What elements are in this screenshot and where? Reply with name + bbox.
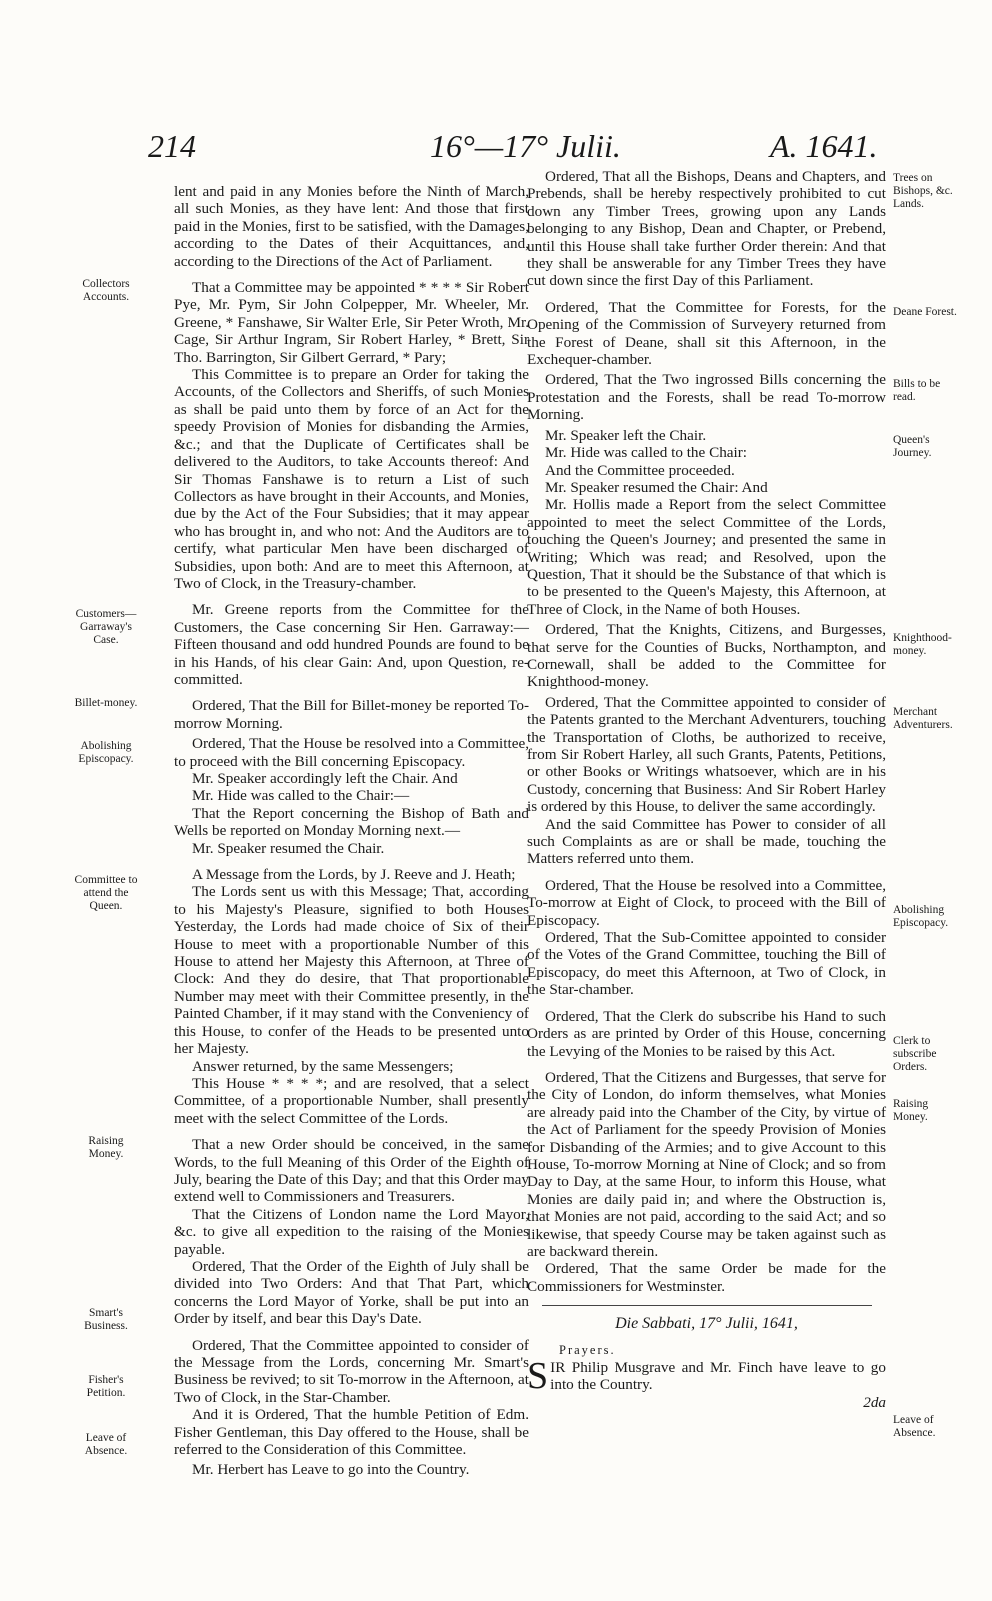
paragraph: This Committee is to prepare an Order for taking the Accounts, of the Collectors and Sheriffs, of such Monies as shall be paid unto them by force of an Act for the speedy Provision of Monies for disbanding the Armies, &c.; and that the Duplicate of Certificates shall be delivered to the Auditors, to take Accounts thereof: And Sir Thomas Fanshawe is to return a List of such Collectors as have brought in their Accounts, and Monies, due by the Act of the Four Subsidies; that it may appear who has brought in, and who not: And the Auditors are to certify, what particular Men have been discharged of Subsidies, upon both: And are to meet this Afternoon, at Two of Clock, in the Treasury-chamber. xyxy=(174,366,529,592)
margin-note-episcopacy-right: Abolishing Episcopacy. xyxy=(893,904,949,929)
margin-note-raising-money: Raising Money. xyxy=(88,1135,124,1160)
paragraph: Ordered, That the House be resolved into a Committee, to proceed with the Bill concerning Episcopacy. xyxy=(174,735,529,770)
paragraph: Ordered, That the Bill for Billet-money be reported To-morrow Morning. xyxy=(174,697,529,732)
margin-note-episcopacy: Abolishing Episcopacy. xyxy=(78,740,134,765)
paragraph: Mr. Greene reports from the Committee for the Customers, the Case concerning Sir Hen. Garraway:— Fifteen thousand and odd hundred Pounds are found to be in his Hands, of his clear Gain: And, upon Question, re-committed. xyxy=(174,601,529,688)
margin-note-raising-money-right: Raising Money. xyxy=(893,1098,929,1123)
leave-entry-text: IR Philip Musgrave and Mr. Finch have leave to go into the Country. xyxy=(550,1359,886,1394)
paragraph: That a new Order should be conceived, in the same Words, to the full Meaning of this Order of the Eighth of July, bearing the Date of this Day; and that this Order may extend well to Commissioners and Treasurers. xyxy=(174,1136,529,1206)
margin-note-billet-money: Billet-money. xyxy=(74,697,138,709)
margin-note-queens-journey: Queen's Journey. xyxy=(893,434,932,459)
margin-note-clerk: Clerk to subscribe Orders. xyxy=(893,1035,937,1073)
paragraph: Ordered, That the Two ingrossed Bills concerning the Protestation and the Forests, shall be read To-morrow Morning. xyxy=(527,371,886,424)
margin-note-deane: Deane Forest. xyxy=(893,306,957,318)
margin-note-customers: Customers—Garraway's Case. xyxy=(75,608,137,646)
leave-entry xyxy=(527,1355,886,1397)
paragraph: Ordered, That the Committee appointed to consider of the Patents granted to the Merchant Adventurers, touching the Transportation of Cloths, be authorized to receive, from Sir Robert Harley, all such Grants, Patents, Petitions, or other Books or Writings whatsoever, which are in his Custody, concerning that Business: And Sir Robert Harley is ordered by this House, to deliver the same accordingly. xyxy=(527,693,886,816)
paragraph: Ordered, That the same Order be made for the Commissioners for Westminster. xyxy=(527,1260,886,1295)
paragraph: Ordered, That the Citizens and Burgesses, that serve for the City of London, do inform themselves, what Monies are already paid into the Chamber of the City, by virtue of the Act of Parliament for the speedy Provision of Monies for Disbanding of the Armies; and to give Account to this House, To-morrow Morning at Nine of Clock; and so from Day to Day, at the same Hour, to inform this House, what Monies are daily paid in; and where the Obstruction is, that Monies are not paid, according to the said Act; and so likewise, that speedy Course may be taken against such as are backward therein. xyxy=(527,1068,886,1260)
paragraph: Ordered, That the Committee for Forests, for the Opening of the Commission of Surveyery returned from the Forest of Deane, shall sit this Afternoon, in the Exchequer-chamber. xyxy=(527,298,886,369)
margin-note-committee-queen: Committee to attend the Queen. xyxy=(74,874,138,912)
drop-cap: S xyxy=(527,1355,549,1397)
paragraph: That a Committee may be appointed * * * * Sir Robert Pye, Mr. Pym, Sir John Colpepper, Mr. Wheeler, Mr. Greene, * Fanshawe, Sir Walter Erle, Sir Peter Wroth, Mr. Cage, Sir Arthur Ingram, Sir Robert Harley, * Brett, Sir Tho. Barrington, Sir Gilbert Gerrard, * Pary; xyxy=(174,279,529,366)
left-column xyxy=(174,183,529,1479)
paragraph: And the Committee proceeded. xyxy=(545,461,735,479)
paragraph: And the said Committee has Power to consider of all such Complaints as are or shall be made, touching the Matters referred unto them. xyxy=(527,815,886,868)
margin-note-trees: Trees on Bishops, &c. Lands. xyxy=(893,172,953,210)
prayers-heading: Prayers. xyxy=(559,1342,616,1357)
right-column xyxy=(527,168,886,1411)
margin-note-bills: Bills to be read. xyxy=(893,378,941,403)
paragraph: And it is Ordered, That the humble Petition of Edm. Fisher Gentleman, this Day offered to the House, shall be referred to the Consideration of this Committee. xyxy=(174,1406,529,1459)
paragraph: Mr. Hide was called to the Chair: xyxy=(545,444,748,462)
paragraph: Answer returned, by the same Messengers; xyxy=(192,1057,454,1075)
margin-note-merchant: Merchant Adventurers. xyxy=(893,706,953,731)
paragraph: The Lords sent us with this Message; That, according to his Majesty's Pleasure, signified to both Houses Yesterday, the Lords had made choice of Six of their House to meet with a proportionable Number of this House to attend her Majesty this Afternoon, at Three of Clock: And they do desire, that That proportionable Number may meet with their Committee presently, in the Painted Chamber, if it may stand with the Conveniency of this House, to confer of the Heads to be presented unto her Majesty. xyxy=(174,883,529,1058)
paragraph: Ordered, That the Sub-Comittee appointed to consider of the Votes of the Grand Committee, touching the Bill of Episcopacy, do meet this Afternoon, at Two of Clock, in the Star-chamber. xyxy=(527,929,886,999)
paragraph: Mr. Hide was called to the Chair:— xyxy=(192,787,410,805)
header-date: 16°—17° Julii. xyxy=(430,128,621,164)
paragraph: Mr. Speaker resumed the Chair. xyxy=(192,839,385,857)
page-number: 214 xyxy=(148,128,196,164)
margin-note-collectors: Collectors Accounts. xyxy=(82,278,130,303)
paragraph: That the Report concerning the Bishop of Bath and Wells be reported on Monday Morning next.— xyxy=(174,804,529,840)
margin-note-knighthood: Knighthood-money. xyxy=(893,632,952,657)
paragraph: Mr. Speaker left the Chair. xyxy=(545,426,707,444)
margin-note-leave-left: Leave of Absence. xyxy=(84,1432,128,1457)
paragraph: lent and paid in any Monies before the Ninth of March, all such Monies, as they have lent: And those that first paid in the Monies, first to be satisfied, with the Damages, according to the Dates of their Acquittances, and, according to the Directions of the Act of Parliament. xyxy=(174,183,529,270)
paragraph: Ordered, That the Order of the Eighth of July shall be divided into Two Orders: And that That Part, which concerns the Lord Mayor of Yorke, shall be put into an Order by itself, and bear this Day's Date. xyxy=(174,1257,529,1328)
day-heading: Die Sabbati, 17° Julii, 1641, xyxy=(615,1315,798,1333)
paragraph: Mr. Herbert has Leave to go into the Country. xyxy=(192,1461,470,1479)
catchword: 2da xyxy=(863,1393,886,1411)
paragraph: Mr. Speaker accordingly left the Chair. And xyxy=(192,770,458,787)
margin-note-smart: Smart's Business. xyxy=(84,1307,128,1332)
margin-note-fisher: Fisher's Petition. xyxy=(86,1374,126,1399)
paragraph: Mr. Hollis made a Report from the select Committee appointed to meet the select Committee of the Lords, touching the Queen's Journey; and presented the same in Writing; Which was read; and Resolved, upon the Question, That it should be the Substance of that which is to be presented to the Queen's Majesty, this Afternoon, at Three of Clock, in the Name of both Houses. xyxy=(527,496,886,618)
margin-note-leave-right: Leave of Absence. xyxy=(893,1414,936,1439)
header-year: A. 1641. xyxy=(770,128,878,164)
paragraph: Ordered, That the Committee appointed to consider of the Message from the Lords, concerning Mr. Smart's Business be revived; to sit To-morrow in the Afternoon, at Two of Clock, in the Star-Chamber. xyxy=(174,1336,529,1406)
paragraph: A Message from the Lords, by J. Reeve and J. Heath; xyxy=(192,866,516,884)
paragraph: That the Citizens of London name the Lord Mayor, &c. to give all expedition to the raising of the Monies payable. xyxy=(174,1205,529,1258)
paragraph: Ordered, That the House be resolved into a Committee, To-morrow at Eight of Clock, to proceed with the Bill of Episcopacy. xyxy=(527,876,886,929)
paragraph: Ordered, That the Knights, Citizens, and Burgesses, that serve for the Counties of Bucks, Northampton, and Cornewall, shall be added to the Committee for Knighthood-money. xyxy=(527,621,886,691)
paragraph: Ordered, That all the Bishops, Deans and Chapters, and Prebends, shall be hereby respectively prohibited to cut down any Timber Trees, growing upon any Lands belonging to any Bishop, Dean and Chapter, or Prebend, until this House shall take further Order therein: And that they shall be answerable for any Timber Trees they have cut down since the first Day of this Parliament. xyxy=(527,168,886,290)
paragraph: Mr. Speaker resumed the Chair: And xyxy=(545,478,768,496)
paragraph: This House * * * *; and are resolved, that a select Committee, of a proportionable Number, shall presently meet with the select Committee of the Lords. xyxy=(174,1074,529,1127)
paragraph: Ordered, That the Clerk do subscribe his Hand to such Orders as are printed by Order of this House, concerning the Levying of the Monies to be raised by this Act. xyxy=(527,1007,886,1060)
